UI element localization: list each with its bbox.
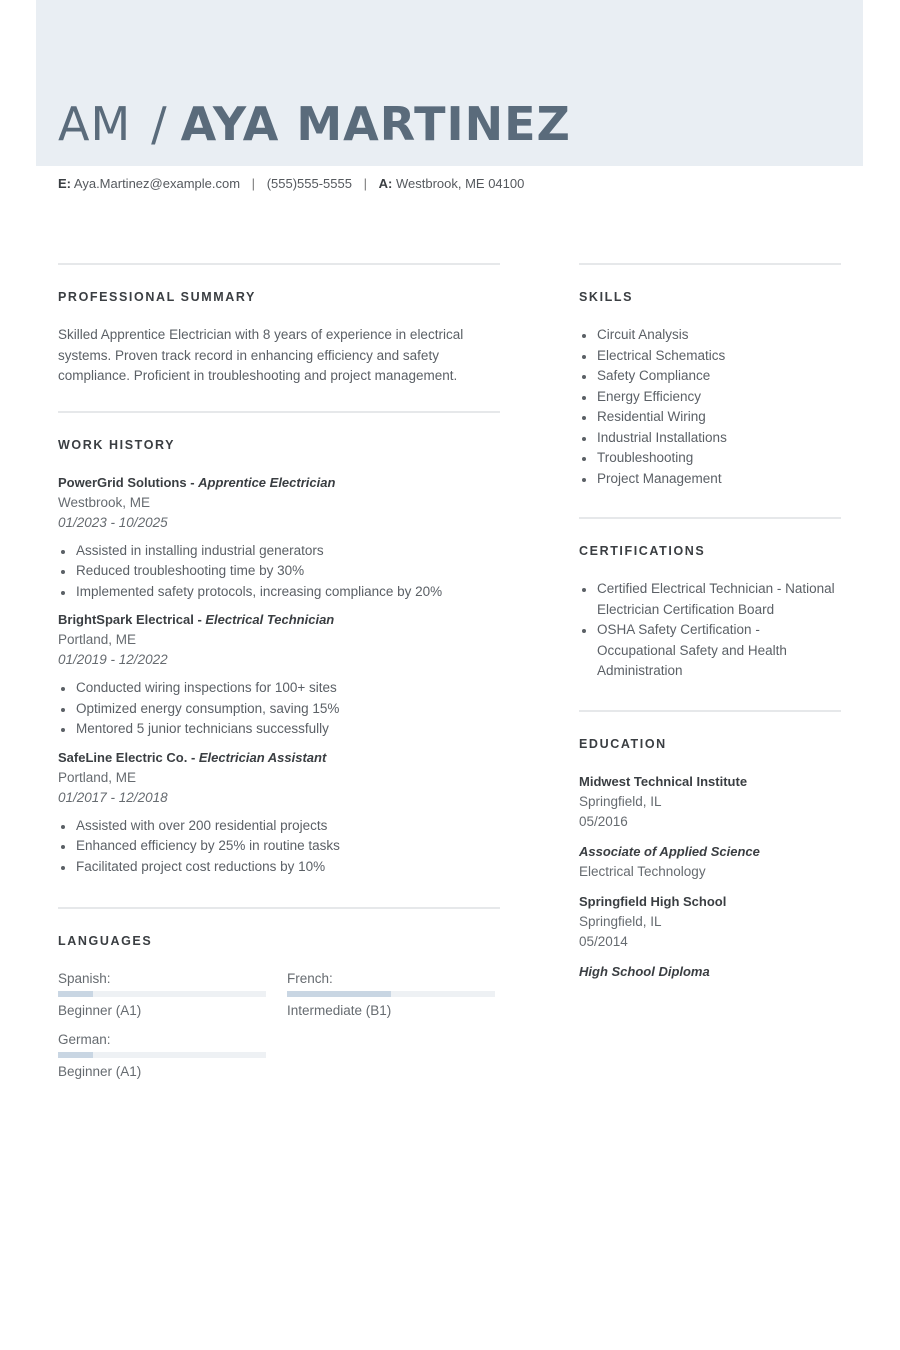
job-location: Portland, ME	[58, 769, 137, 785]
list-item: Implemented safety protocols, increasing compliance by 20%	[58, 582, 500, 603]
full-name: AYA MARTINEZ	[180, 97, 571, 151]
language-level: Beginner (A1)	[58, 1003, 142, 1018]
job-dash: -	[186, 474, 199, 490]
phone-number: (555)555-5555	[266, 176, 352, 191]
section-divider	[579, 517, 841, 519]
section-divider	[58, 263, 500, 265]
skill-item: Electrical Schematics	[579, 346, 841, 367]
education-school: Springfield High School	[579, 893, 727, 909]
list-item: Reduced troubleshooting time by 30%	[58, 561, 500, 582]
education-title: EDUCATION	[579, 736, 667, 751]
job-role: Electrical Technician	[205, 612, 335, 627]
education-list	[579, 772, 841, 982]
education-date: 05/2014	[579, 933, 628, 949]
education-school: Midwest Technical Institute	[579, 773, 748, 789]
job-bullets	[58, 678, 500, 740]
languages-list	[58, 969, 500, 1099]
work-history-list	[58, 473, 500, 878]
list-item: Assisted with over 200 residential projects	[58, 816, 500, 837]
education-date: 05/2016	[579, 813, 628, 829]
work-history-title: WORK HISTORY	[58, 437, 176, 452]
language-bar-fill	[58, 991, 93, 997]
skill-item: Circuit Analysis	[579, 325, 841, 346]
languages-title: LANGUAGES	[58, 934, 153, 948]
language-bar	[287, 991, 495, 997]
contact-line	[58, 176, 524, 191]
job-company: BrightSpark Electrical	[58, 612, 194, 627]
job-dash: -	[187, 749, 199, 765]
skills-title: SKILLS	[579, 290, 634, 304]
job-location: Westbrook, ME	[58, 494, 151, 510]
address: Westbrook, ME 04100	[395, 176, 525, 191]
skill-item: Energy Efficiency	[579, 387, 841, 408]
job-dash: -	[193, 612, 206, 627]
right-column	[579, 263, 841, 992]
education-entry	[579, 772, 841, 882]
language-item	[287, 969, 495, 1021]
job-role: Apprentice Electrician	[198, 474, 336, 490]
language-level: Intermediate (B1)	[287, 1003, 392, 1018]
list-item: Mentored 5 junior technicians successfully	[58, 719, 500, 740]
skill-item: Troubleshooting	[579, 448, 841, 469]
job-heading	[58, 473, 500, 493]
section-divider	[579, 710, 841, 712]
job-location: Portland, ME	[58, 632, 137, 647]
list-item: Optimized energy consumption, saving 15%	[58, 699, 500, 720]
language-bar-fill	[58, 1052, 93, 1058]
email-address: Aya.Martinez@example.com	[73, 176, 241, 191]
skill-item: Safety Compliance	[579, 366, 841, 387]
section-divider	[579, 263, 841, 265]
section-divider	[58, 411, 500, 413]
skill-item: Industrial Installations	[579, 428, 841, 449]
certification-item: OSHA Safety Certification - Occupational Safety and Health Administration	[579, 620, 841, 682]
list-item: Enhanced efficiency by 25% in routine tasks	[58, 836, 500, 857]
job-bullets	[58, 816, 500, 878]
education-entry	[579, 892, 841, 982]
language-bar	[58, 1052, 266, 1058]
certifications-title: CERTIFICATIONS	[579, 544, 706, 558]
language-name: Spanish:	[58, 971, 111, 986]
skills-list	[579, 325, 841, 489]
language-item	[58, 1030, 266, 1082]
job-entry	[58, 473, 500, 603]
certification-item: Certified Electrical Technician - National Electrician Certification Board	[579, 579, 841, 620]
job-dates: 01/2023 - 10/2025	[58, 514, 168, 530]
language-bar-fill	[287, 991, 391, 997]
education-location: Springfield, IL	[579, 913, 662, 929]
summary-text: Skilled Apprentice Electrician with 8 years of experience in electrical systems. Proven track record in enhancing efficiency and safety compliance. Proficient in troubleshooting and project management.	[58, 327, 464, 383]
language-name: French:	[287, 971, 333, 986]
address-label: A:	[378, 176, 393, 191]
summary-title: PROFESSIONAL SUMMARY	[58, 290, 256, 304]
education-degree: High School Diploma	[579, 963, 710, 979]
education-location: Springfield, IL	[579, 793, 662, 809]
left-column	[58, 263, 500, 1099]
email-label: E:	[58, 176, 71, 191]
certifications-list	[579, 579, 841, 682]
name-initials: AM	[58, 97, 132, 151]
language-item	[58, 969, 266, 1021]
contact-divider: |	[251, 176, 256, 191]
education-field: Electrical Technology	[579, 863, 706, 879]
contact-divider: |	[363, 176, 367, 191]
job-company: SafeLine Electric Co.	[58, 749, 188, 765]
skill-item: Project Management	[579, 469, 841, 490]
job-entry	[58, 748, 500, 878]
list-item: Conducted wiring inspections for 100+ sites	[58, 678, 500, 699]
list-item: Facilitated project cost reductions by 10%	[58, 857, 500, 878]
job-dates: 01/2019 - 12/2022	[58, 652, 168, 667]
name-separator: /	[151, 97, 167, 151]
section-divider	[58, 907, 500, 909]
education-degree: Associate of Applied Science	[579, 843, 760, 859]
language-level: Beginner (A1)	[58, 1064, 142, 1079]
job-heading	[58, 610, 500, 630]
list-item: Assisted in installing industrial generators	[58, 541, 500, 562]
job-entry	[58, 610, 500, 740]
language-name: German:	[58, 1032, 111, 1047]
job-dates: 01/2017 - 12/2018	[58, 789, 168, 805]
skill-item: Residential Wiring	[579, 407, 841, 428]
job-heading	[58, 748, 500, 768]
language-bar	[58, 991, 266, 997]
job-role: Electrician Assistant	[198, 749, 327, 765]
job-company: PowerGrid Solutions	[58, 474, 187, 490]
name-heading	[58, 96, 571, 152]
job-bullets	[58, 541, 500, 603]
